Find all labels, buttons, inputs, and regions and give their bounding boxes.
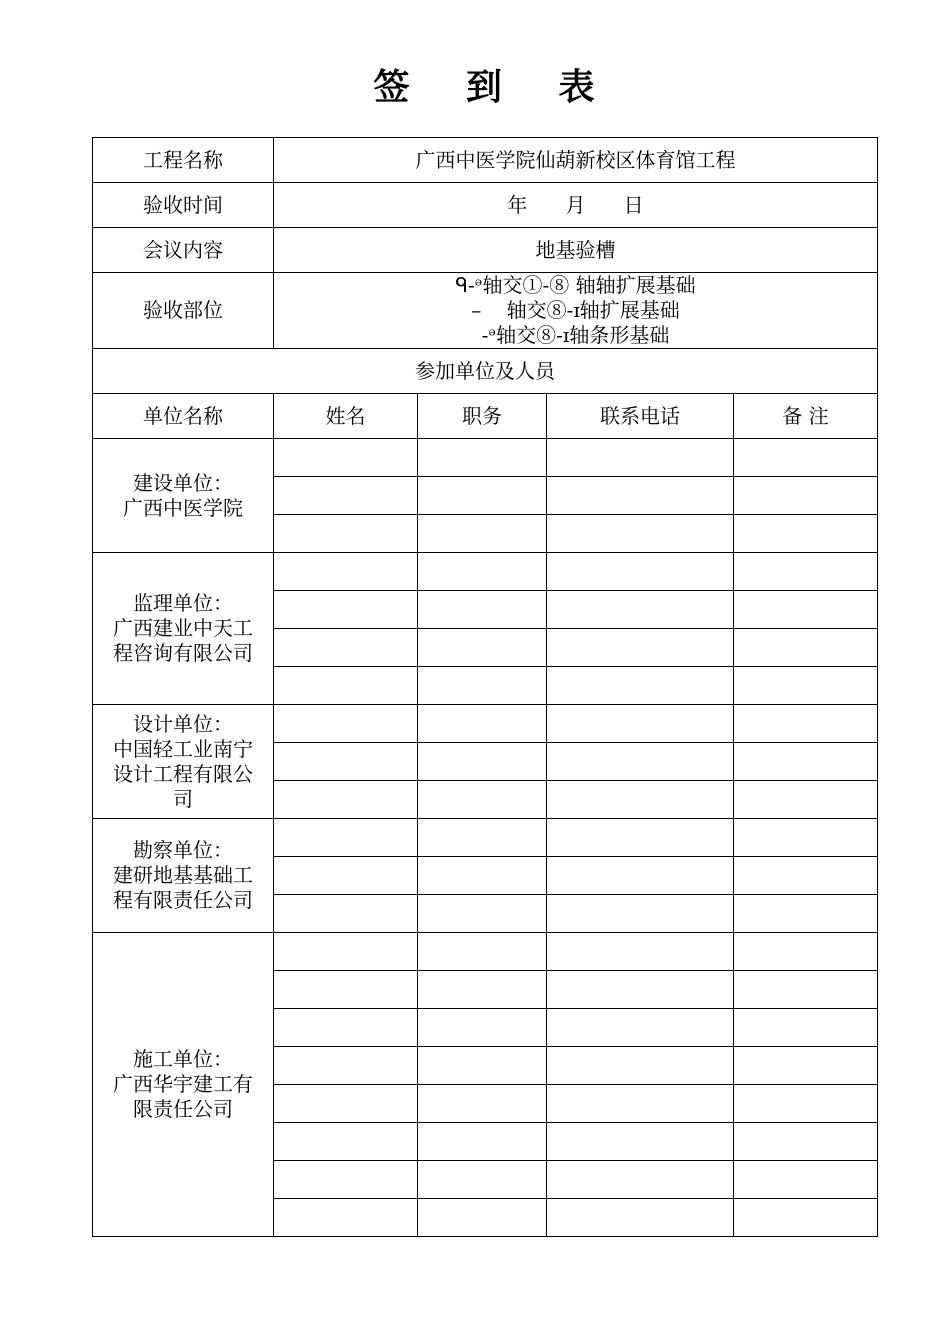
remark-cell[interactable] <box>734 1199 878 1237</box>
position-cell[interactable] <box>418 705 547 743</box>
unit-name-line: 设计单位： <box>133 711 233 736</box>
name-cell[interactable] <box>274 477 418 515</box>
unit-name-cell <box>93 819 274 933</box>
name-cell[interactable] <box>274 857 418 895</box>
sign-in-table <box>92 137 878 1237</box>
remark-cell[interactable] <box>734 819 878 857</box>
meeting-value: 地基验槽 <box>274 228 878 273</box>
phone-cell[interactable] <box>547 553 734 591</box>
remark-cell[interactable] <box>734 857 878 895</box>
remark-cell[interactable] <box>734 477 878 515</box>
name-cell[interactable] <box>274 895 418 933</box>
phone-cell[interactable] <box>547 515 734 553</box>
unit-name-line: 建设单位： <box>133 470 233 495</box>
position-cell[interactable] <box>418 743 547 781</box>
name-cell[interactable] <box>274 1199 418 1237</box>
participants-heading: 参加单位及人员 <box>93 349 878 394</box>
position-cell[interactable] <box>418 819 547 857</box>
remark-cell[interactable] <box>734 1123 878 1161</box>
meeting-row <box>93 228 878 273</box>
phone-cell[interactable] <box>547 1085 734 1123</box>
remark-cell[interactable] <box>734 553 878 591</box>
unit-name-line: 勘察单位： <box>133 838 233 862</box>
position-cell[interactable] <box>418 1199 547 1237</box>
phone-cell[interactable] <box>547 439 734 477</box>
table-row <box>93 933 878 971</box>
name-cell[interactable] <box>274 819 418 857</box>
remark-cell[interactable] <box>734 1009 878 1047</box>
name-cell[interactable] <box>274 705 418 743</box>
unit-name-cell <box>93 705 274 819</box>
name-cell[interactable] <box>274 781 418 819</box>
remark-cell[interactable] <box>734 933 878 971</box>
remark-cell[interactable] <box>734 629 878 667</box>
remark-cell[interactable] <box>734 439 878 477</box>
phone-cell[interactable] <box>547 743 734 781</box>
name-cell[interactable] <box>274 629 418 667</box>
unit-name-line: 程有限责任公司 <box>113 888 253 912</box>
phone-cell[interactable] <box>547 705 734 743</box>
project-label: 工程名称 <box>93 138 274 183</box>
position-cell[interactable] <box>418 857 547 895</box>
phone-cell[interactable] <box>547 1123 734 1161</box>
unit-name-line: 建研地基基础工 <box>113 863 253 887</box>
remark-cell[interactable] <box>734 515 878 553</box>
unit-name-line: 广西建业中天工 <box>113 616 253 640</box>
remark-cell[interactable] <box>734 743 878 781</box>
phone-cell[interactable] <box>547 933 734 971</box>
position-cell[interactable] <box>418 933 547 971</box>
page-title: 签 到 表 <box>373 67 617 108</box>
parts-label: 验收部位 <box>93 273 274 349</box>
position-cell[interactable] <box>418 781 547 819</box>
position-cell[interactable] <box>418 1123 547 1161</box>
name-cell[interactable] <box>274 591 418 629</box>
unit-name-line: 施工单位： <box>133 1047 233 1071</box>
unit-name-line: 监理单位： <box>133 591 233 615</box>
unit-name-line: 司 <box>173 786 193 811</box>
table-row <box>93 819 878 857</box>
remark-cell[interactable] <box>734 705 878 743</box>
parts-line: – 轴交⑧-ɪ轴扩展基础 <box>471 298 680 322</box>
name-cell[interactable] <box>274 1123 418 1161</box>
remark-cell[interactable] <box>734 971 878 1009</box>
position-cell[interactable] <box>418 591 547 629</box>
position-cell[interactable] <box>418 515 547 553</box>
unit-name-line: 设计工程有限公 <box>113 761 253 786</box>
column-header-phone: 联系电话 <box>547 394 734 439</box>
position-cell[interactable] <box>418 895 547 933</box>
remark-cell[interactable] <box>734 667 878 705</box>
name-cell[interactable] <box>274 1161 418 1199</box>
phone-cell[interactable] <box>547 667 734 705</box>
name-cell[interactable] <box>274 553 418 591</box>
column-header-unit: 单位名称 <box>93 394 274 439</box>
meeting-label: 会议内容 <box>93 228 274 273</box>
project-row <box>93 138 878 183</box>
phone-cell[interactable] <box>547 895 734 933</box>
position-cell[interactable] <box>418 439 547 477</box>
position-cell[interactable] <box>418 1161 547 1199</box>
remark-cell[interactable] <box>734 591 878 629</box>
name-cell[interactable] <box>274 515 418 553</box>
name-cell[interactable] <box>274 933 418 971</box>
unit-name-line: 广西华宇建工有 <box>113 1072 253 1096</box>
column-header-row <box>93 394 878 439</box>
phone-cell[interactable] <box>547 857 734 895</box>
phone-cell[interactable] <box>547 819 734 857</box>
parts-line: -ᵊ轴交⑧-ɪ轴条形基础 <box>481 323 670 347</box>
unit-name-line: 限责任公司 <box>133 1097 233 1121</box>
position-cell[interactable] <box>418 1085 547 1123</box>
project-value: 广西中医学院仙葫新校区体育馆工程 <box>274 138 878 183</box>
unit-name-line: 广西中医学院 <box>123 495 243 520</box>
phone-cell[interactable] <box>547 1047 734 1085</box>
phone-cell[interactable] <box>547 477 734 515</box>
position-cell[interactable] <box>418 667 547 705</box>
parts-value <box>274 273 878 349</box>
phone-cell[interactable] <box>547 629 734 667</box>
position-cell[interactable] <box>418 629 547 667</box>
phone-cell[interactable] <box>547 591 734 629</box>
name-cell[interactable] <box>274 439 418 477</box>
remark-cell[interactable] <box>734 781 878 819</box>
time-row <box>93 183 878 228</box>
unit-name-line: 程咨询有限公司 <box>113 641 253 665</box>
position-cell[interactable] <box>418 477 547 515</box>
remark-cell[interactable] <box>734 895 878 933</box>
unit-name-line: 中国轻工业南宁 <box>113 736 253 761</box>
name-cell[interactable] <box>274 1009 418 1047</box>
parts-line: ᑫ-ᵊ轴交①-⑧ 轴轴扩展基础 <box>455 273 696 297</box>
phone-cell[interactable] <box>547 1009 734 1047</box>
table-row <box>93 439 878 477</box>
remark-cell[interactable] <box>734 1047 878 1085</box>
parts-row <box>93 273 878 349</box>
name-cell[interactable] <box>274 667 418 705</box>
column-header-position: 职务 <box>418 394 547 439</box>
column-header-name: 姓名 <box>274 394 418 439</box>
unit-name-cell <box>93 553 274 705</box>
time-value: 年 月 日 <box>274 183 878 228</box>
column-header-remark: 备 注 <box>734 394 878 439</box>
name-cell[interactable] <box>274 743 418 781</box>
participants-heading-row <box>93 349 878 394</box>
table-row <box>93 553 878 591</box>
table-row <box>93 705 878 743</box>
unit-name-cell <box>93 933 274 1237</box>
phone-cell[interactable] <box>547 1161 734 1199</box>
position-cell[interactable] <box>418 1009 547 1047</box>
name-cell[interactable] <box>274 971 418 1009</box>
position-cell[interactable] <box>418 1047 547 1085</box>
time-label: 验收时间 <box>93 183 274 228</box>
remark-cell[interactable] <box>734 1085 878 1123</box>
position-cell[interactable] <box>418 553 547 591</box>
phone-cell[interactable] <box>547 1199 734 1237</box>
remark-cell[interactable] <box>734 1161 878 1199</box>
unit-name-cell <box>93 439 274 553</box>
position-cell[interactable] <box>418 971 547 1009</box>
phone-cell[interactable] <box>547 781 734 819</box>
phone-cell[interactable] <box>547 971 734 1009</box>
name-cell[interactable] <box>274 1085 418 1123</box>
name-cell[interactable] <box>274 1047 418 1085</box>
